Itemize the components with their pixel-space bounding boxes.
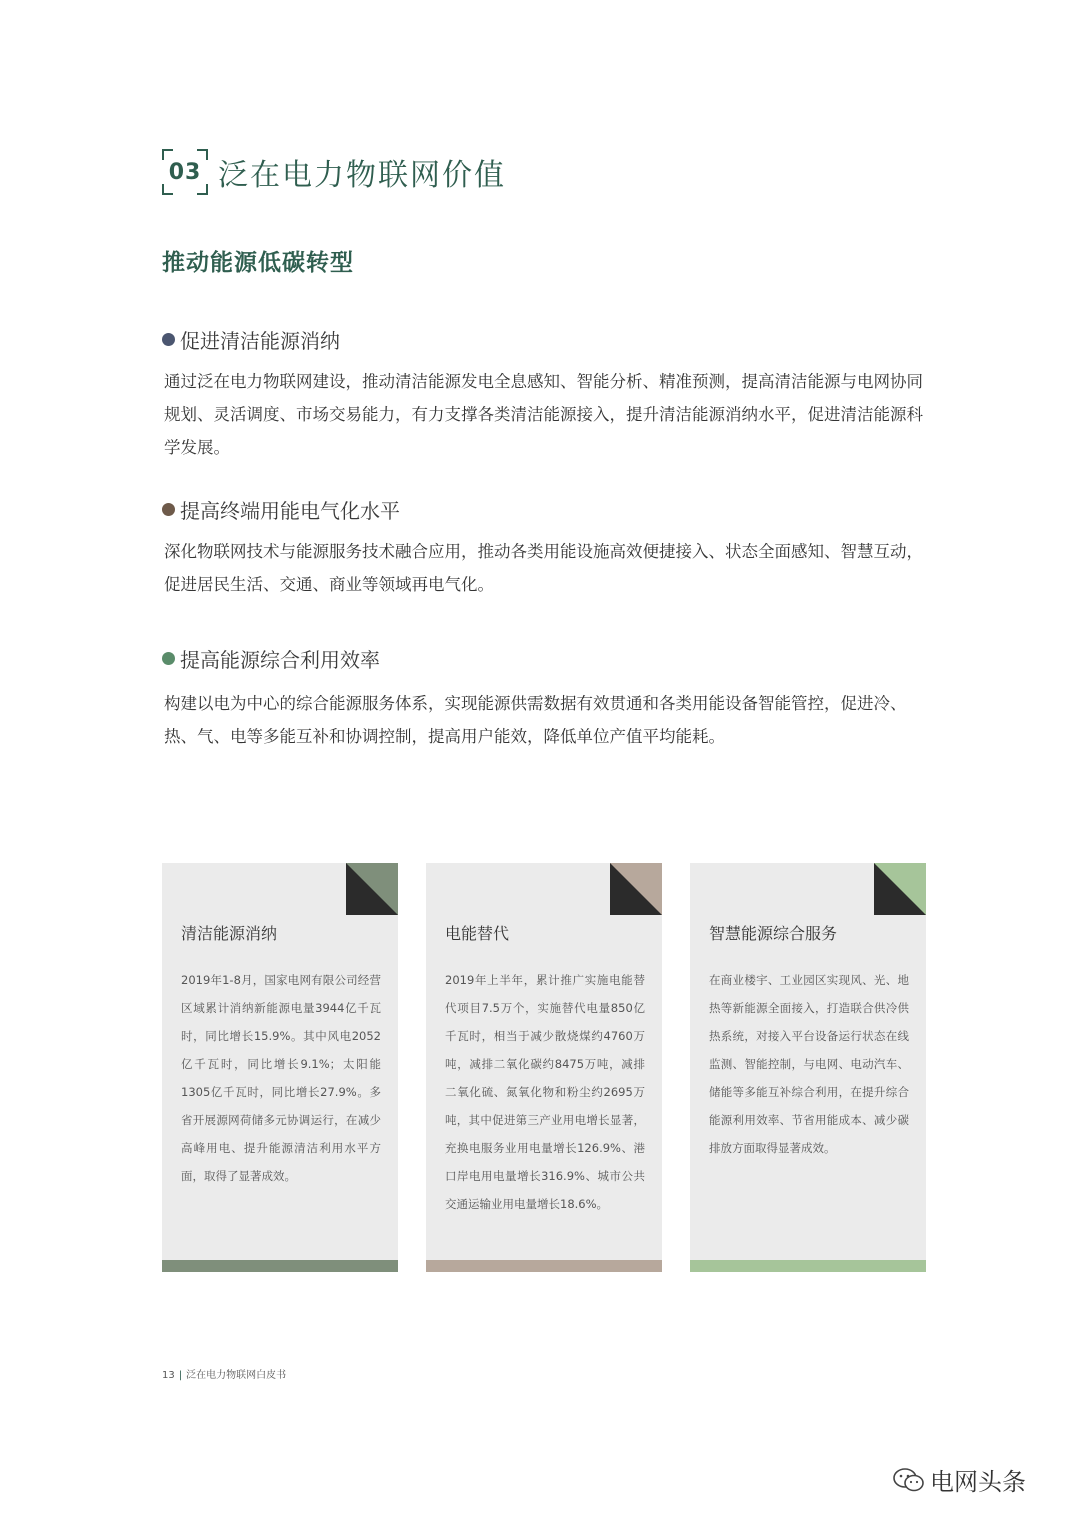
section-number: 03 (168, 159, 202, 185)
card-corner-accent (874, 863, 926, 915)
bullet-dot-icon (162, 503, 175, 516)
watermark (892, 1462, 1026, 1497)
footer-separator: | (178, 1370, 183, 1381)
card-electric-substitution (426, 863, 662, 1272)
topic-heading-3 (162, 644, 380, 673)
card-body: 2019年1-8月，国家电网有限公司经营区域累计消纳新能源电量3944亿千瓦时，同比增长15.9%。其中风电2052亿千瓦时，同比增长9.1%；太阳能1305亿千瓦时，同比增长27.9%。多省开展源网荷储多元协调运行，在减少高峰用电、提升能源清洁利用水平方面，取得了显著成效。 (181, 973, 381, 1183)
card-bottom-bar (426, 1260, 662, 1272)
card-corner-accent (610, 863, 662, 915)
page-footer (162, 1366, 286, 1381)
watermark-text: 电网头条 (930, 1468, 1026, 1496)
topic-heading-2 (162, 495, 400, 524)
topic-body-1: 通过泛在电力物联网建设，推动清洁能源发电全息感知、智能分析、精准预测，提高清洁能源与电网协同规划、灵活调度、市场交易能力，有力支撑各类清洁能源接入，提升清洁能源消纳水平，促进清洁能源科学发展。 (164, 372, 923, 457)
card-title: 清洁能源消纳 (181, 924, 278, 943)
section-title: 泛在电力物联网价值 (218, 158, 506, 193)
page-subtitle: 推动能源低碳转型 (162, 250, 354, 276)
section-header (162, 148, 506, 196)
bullet-dot-icon (162, 652, 175, 665)
card-bottom-bar (690, 1260, 926, 1272)
section-number-box (162, 149, 208, 195)
card-clean-energy (162, 863, 398, 1272)
card-smart-energy-service (690, 863, 926, 1272)
wechat-icon (892, 1466, 926, 1494)
topic-heading-text: 提高能源综合利用效率 (180, 648, 380, 672)
card-corner-accent (346, 863, 398, 915)
bullet-dot-icon (162, 333, 175, 346)
topic-heading-text: 提高终端用能电气化水平 (180, 499, 400, 523)
topic-body-2: 深化物联网技术与能源服务技术融合应用，推动各类用能设施高效便捷接入、状态全面感知、智慧互动，促进居民生活、交通、商业等领域再电气化。 (164, 542, 923, 594)
card-title: 电能替代 (445, 924, 510, 943)
card-body: 2019年上半年，累计推广实施电能替代项目7.5万个，实施替代电量850亿千瓦时，相当于减少散烧煤约4760万吨，减排二氧化碳约8475万吨，减排二氧化硫、氮氧化物和粉尘约2695万吨，其中促进第三产业用电增长显著，充换电服务业用电量增长126.9%、港口岸电用电量增长316.9%、城市公共交通运输业用电量增长18.6%。 (445, 973, 645, 1211)
card-bottom-bar (162, 1260, 398, 1272)
topic-body-3: 构建以电为中心的综合能源服务体系，实现能源供需数据有效贯通和各类用能设备智能管控，促进冷、热、气、电等多能互补和协调控制，提高用户能效，降低单位产值平均能耗。 (164, 694, 907, 746)
topic-heading-1 (162, 325, 340, 354)
topic-heading-text: 促进清洁能源消纳 (180, 329, 340, 353)
document-title: 泛在电力物联网白皮书 (186, 1370, 287, 1381)
card-title: 智慧能源综合服务 (709, 924, 838, 943)
card-body: 在商业楼宇、工业园区实现风、光、地热等新能源全面接入，打造联合供冷供热系统，对接入平台设备运行状态在线监测、智能控制，与电网、电动汽车、储能等多能互补综合利用，在提升综合能源利用效率、节省用能成本、减少碳排放方面取得显著成效。 (709, 973, 909, 1155)
page-number: 13 (162, 1370, 175, 1381)
